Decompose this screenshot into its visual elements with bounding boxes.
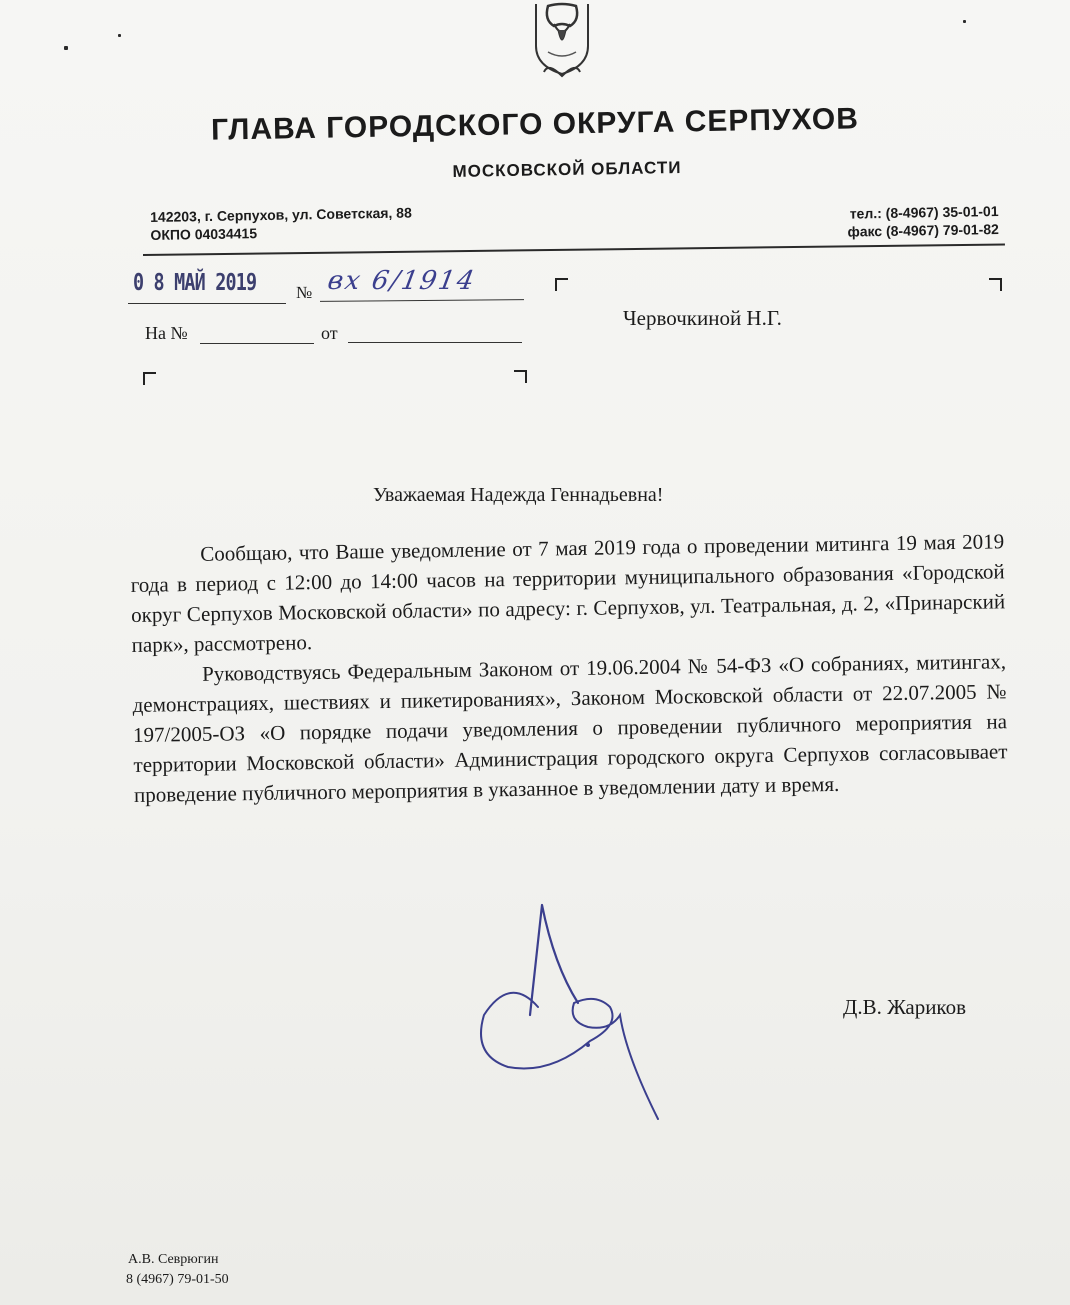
registration-number: вх 6/1914 xyxy=(325,266,479,296)
header-divider xyxy=(143,243,1005,256)
coat-of-arms-emblem xyxy=(518,0,606,84)
subject-corner-mark xyxy=(514,370,527,383)
handwritten-signature xyxy=(470,895,670,1135)
recipient-corner-mark xyxy=(555,278,568,291)
issuer-subtitle: МОСКОВСКОЙ ОБЛАСТИ xyxy=(452,158,682,181)
registration-date-stamp: 0 8 МАЙ 2019 xyxy=(133,270,257,296)
subject-corner-mark xyxy=(143,372,156,385)
recipient-corner-mark xyxy=(989,278,1002,291)
executor-name: А.В. Севрюгин xyxy=(128,1252,219,1267)
issuer-okpo: ОКПО 04034415 xyxy=(150,225,258,243)
signatory-name: Д.В. Жариков xyxy=(843,995,966,1019)
reference-date-label: от xyxy=(321,323,338,343)
recipient-name: Червочкиной Н.Г. xyxy=(623,306,782,330)
scan-speck xyxy=(963,20,966,23)
scan-speck xyxy=(64,46,68,50)
reference-number-label: На № xyxy=(145,323,188,343)
issuer-contacts xyxy=(847,202,999,241)
salutation: Уважаемая Надежда Геннадьевна! xyxy=(373,484,664,506)
issuer-address: 142203, г. Серпухов, ул. Советская, 88 xyxy=(150,204,412,225)
issuer-title: ГЛАВА ГОРОДСКОГО ОКРУГА СЕРПУХОВ xyxy=(210,102,860,147)
body-paragraph: Сообщаю, что Ваше уведомление от 7 мая 2019 года о проведении митинга 19 мая 2019 года в период с 12:00 до 14:00 часов на территории муниципального образования «Городской округ Серпухов Московской области» по адресу: г. Серпухов, ул. Театральная, д. 2, «Принарский парк», рассмотрено. xyxy=(130,529,1006,657)
letter-body xyxy=(130,526,1008,810)
executor-phone: 8 (4967) 79-01-50 xyxy=(126,1272,229,1287)
issuer-phone: тел.: (8-4967) 35-01-01 xyxy=(849,202,999,222)
issuer-fax: факс (8-4967) 79-01-82 xyxy=(846,220,999,240)
date-field-line xyxy=(128,303,286,304)
reference-date-line xyxy=(348,342,522,343)
number-field-line xyxy=(320,299,524,302)
scan-speck xyxy=(118,34,121,37)
issuer-address-block xyxy=(150,203,412,244)
number-label: № xyxy=(296,283,313,302)
body-paragraph: Руководствуясь Федеральным Законом от 19.06.2004 № 54-ФЗ «О собраниях, митингах, демонстрациях, шествиях и пикетированиях», Законом Московской области от 22.07.2005 № 197/2005-ОЗ «О порядке подачи уведомления о проведении публичного мероприятия на территории Московской области» Администрация городского округа Серпухов согласовывает проведение публичного мероприятия в указанное в уведомлении дату и время. xyxy=(132,649,1008,807)
reference-number-line xyxy=(200,343,314,344)
